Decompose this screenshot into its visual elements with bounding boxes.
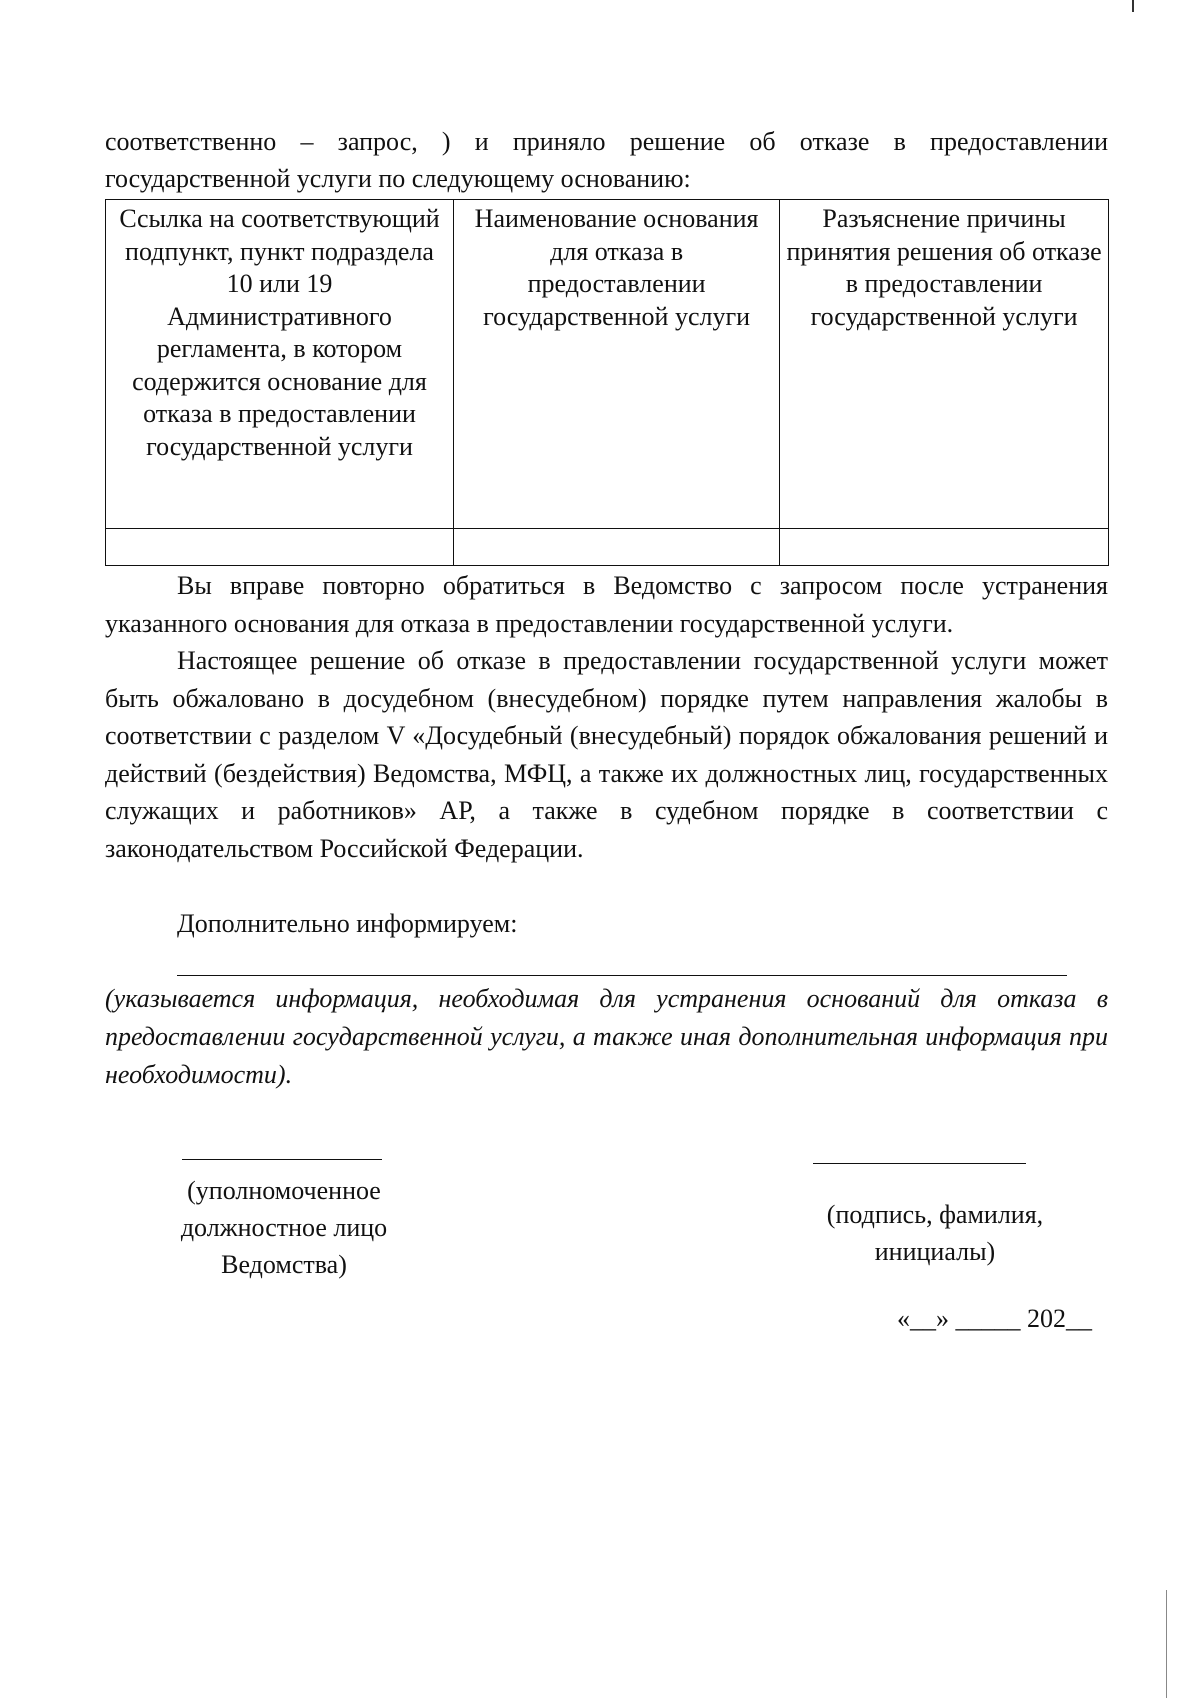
signature-caption-line-2: инициалы) [874, 1237, 996, 1266]
table-header-explanation: Разъяснение причины принятия решения об отказе в предоставлении государственной услуги [780, 200, 1109, 529]
paragraph-appeal: Настоящее решение об отказе в предоставлении государственной услуги может быть обжаловано в досудебном (внесудебном) порядке путем направления жалобы в соответствии с разделом V «Досудебный (внесудебный) порядок обжалования решений и действий (бездействия) Ведомства, МФЦ, а также их должностных лиц, государственных служащих и работников» АР, а также в судебном порядке в соответствии с законодательством Российской Федерации. [105, 646, 1108, 863]
official-caption-line-1: (уполномоченное [187, 1176, 381, 1205]
official-caption [150, 1172, 418, 1283]
additional-info-fill-line[interactable] [177, 975, 1067, 976]
table-cell-reference[interactable] [106, 529, 454, 566]
body-paragraphs [105, 567, 1108, 867]
table-cell-explanation[interactable] [780, 529, 1109, 566]
official-caption-line-2: должностное лицо [180, 1213, 388, 1242]
scan-edge-mark-top [1132, 0, 1134, 12]
table-header-row [106, 200, 1109, 529]
signature-caption [800, 1196, 1070, 1270]
additional-info-label: Дополнительно информируем: [177, 909, 518, 938]
table-cell-ground-name[interactable] [454, 529, 780, 566]
additional-info-note: (указывается информация, необходимая для устранения оснований для отказа в предоставлении государственной услуги, а также иная дополнительная информация при необходимости). [105, 984, 1108, 1089]
paragraph-repeat-request: Вы вправе повторно обратиться в Ведомство с запросом после устранения указанного основания для отказа в предоставлении государственной услуги. [105, 571, 1108, 638]
intro-line-2: государственной услуги по следующему основанию: [105, 164, 691, 193]
intro-line-1: соответственно – запрос, ) и приняло решение об отказе в предоставлении [105, 127, 1108, 156]
table-row [106, 529, 1109, 566]
signature-fill-line[interactable] [813, 1163, 1026, 1164]
scan-edge-mark-bottom [1166, 1590, 1167, 1698]
refusal-reasons-table [105, 199, 1109, 566]
official-caption-line-3: Ведомства) [221, 1250, 347, 1279]
signature-caption-line-1: (подпись, фамилия, [826, 1200, 1044, 1229]
official-fill-line[interactable] [182, 1159, 382, 1160]
date-field[interactable]: «__» _____ 202__ [897, 1304, 1092, 1333]
intro-text [105, 123, 1108, 197]
table-header-reference: Ссылка на соответствующий подпункт, пункт подраздела 10 или 19 Административного регламента, в котором содержится основание для отказа в предоставлении государственной услуги [106, 200, 454, 529]
table-header-ground-name: Наименование основания для отказа в предоставлении государственной услуги [454, 200, 780, 529]
